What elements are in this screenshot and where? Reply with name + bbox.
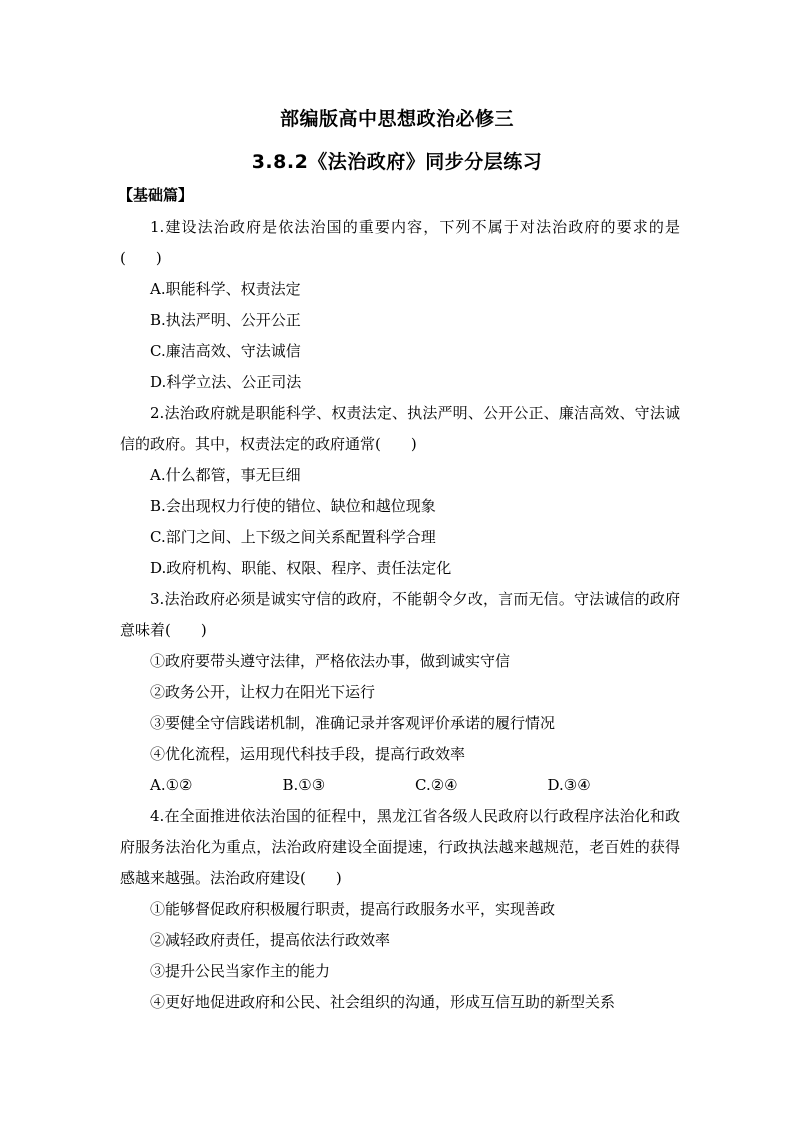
section-heading: 【基础篇】 <box>118 186 194 204</box>
question-4-item-1: ①能够督促政府积极履行职责，提高行政服务水平，实现善政 <box>150 900 556 918</box>
question-2-option-c: C.部门之间、上下级之间关系配置科学合理 <box>150 528 436 546</box>
document-subtitle: 3.8.2《法治政府》同步分层练习 <box>251 151 543 173</box>
question-1-option-c: C.廉洁高效、守法诚信 <box>150 342 301 360</box>
document-title: 部编版高中思想政治必修三 <box>279 108 514 130</box>
question-2-option-a: A.什么都管，事无巨细 <box>150 466 301 484</box>
question-3-stem: 3.法治政府必须是诚实守信的政府，不能朝令夕改，言而无信。守法诚信的政府意味着( ) <box>120 590 680 639</box>
question-3-choice-a: A.①② <box>150 776 193 794</box>
question-3-item-4: ④优化流程，运用现代科技手段，提高行政效率 <box>150 745 466 763</box>
question-4-item-4: ④更好地促进政府和公民、社会组织的沟通，形成互信互助的新型关系 <box>150 993 616 1011</box>
question-3-choices <box>120 770 680 801</box>
question-3-item-2: ②政务公开，让权力在阳光下运行 <box>150 683 376 701</box>
question-2-option-b: B.会出现权力行使的错位、缺位和越位现象 <box>150 497 436 515</box>
question-2-option-d: D.政府机构、职能、权限、程序、责任法定化 <box>150 559 452 577</box>
question-list <box>120 212 680 1018</box>
question-4-item-3: ③提升公民当家作主的能力 <box>150 962 331 980</box>
question-4-item-2: ②减轻政府责任，提高依法行政效率 <box>150 931 391 949</box>
question-1-option-d: D.科学立法、公正司法 <box>150 373 302 391</box>
question-3-choice-c: C.②④ <box>415 776 458 794</box>
question-3-choice-d: D.③④ <box>547 776 591 794</box>
question-1-stem: 1.建设法治政府是依法治国的重要内容，下列不属于对法治政府的要求的是( ) <box>120 218 680 267</box>
question-4-stem: 4.在全面推进依法治国的征程中，黑龙江省各级人民政府以行政程序法治化和政府服务法治化为重点，法治政府建设全面提速，行政执法越来越规范，老百姓的获得感越来越强。法治政府建设( ) <box>120 807 680 887</box>
question-3-item-3: ③要健全守信践诺机制，准确记录并客观评价承诺的履行情况 <box>150 714 556 732</box>
question-3-item-1: ①政府要带头遵守法律，严格依法办事，做到诚实守信 <box>150 652 511 670</box>
question-1-option-a: A.职能科学、权责法定 <box>150 280 301 298</box>
question-1-option-b: B.执法严明、公开公正 <box>150 311 301 329</box>
question-3-choice-b: B.①③ <box>282 776 326 794</box>
question-2-stem: 2.法治政府就是职能科学、权责法定、执法严明、公开公正、廉洁高效、守法诚信的政府。其中，权责法定的政府通常( ) <box>120 404 680 453</box>
